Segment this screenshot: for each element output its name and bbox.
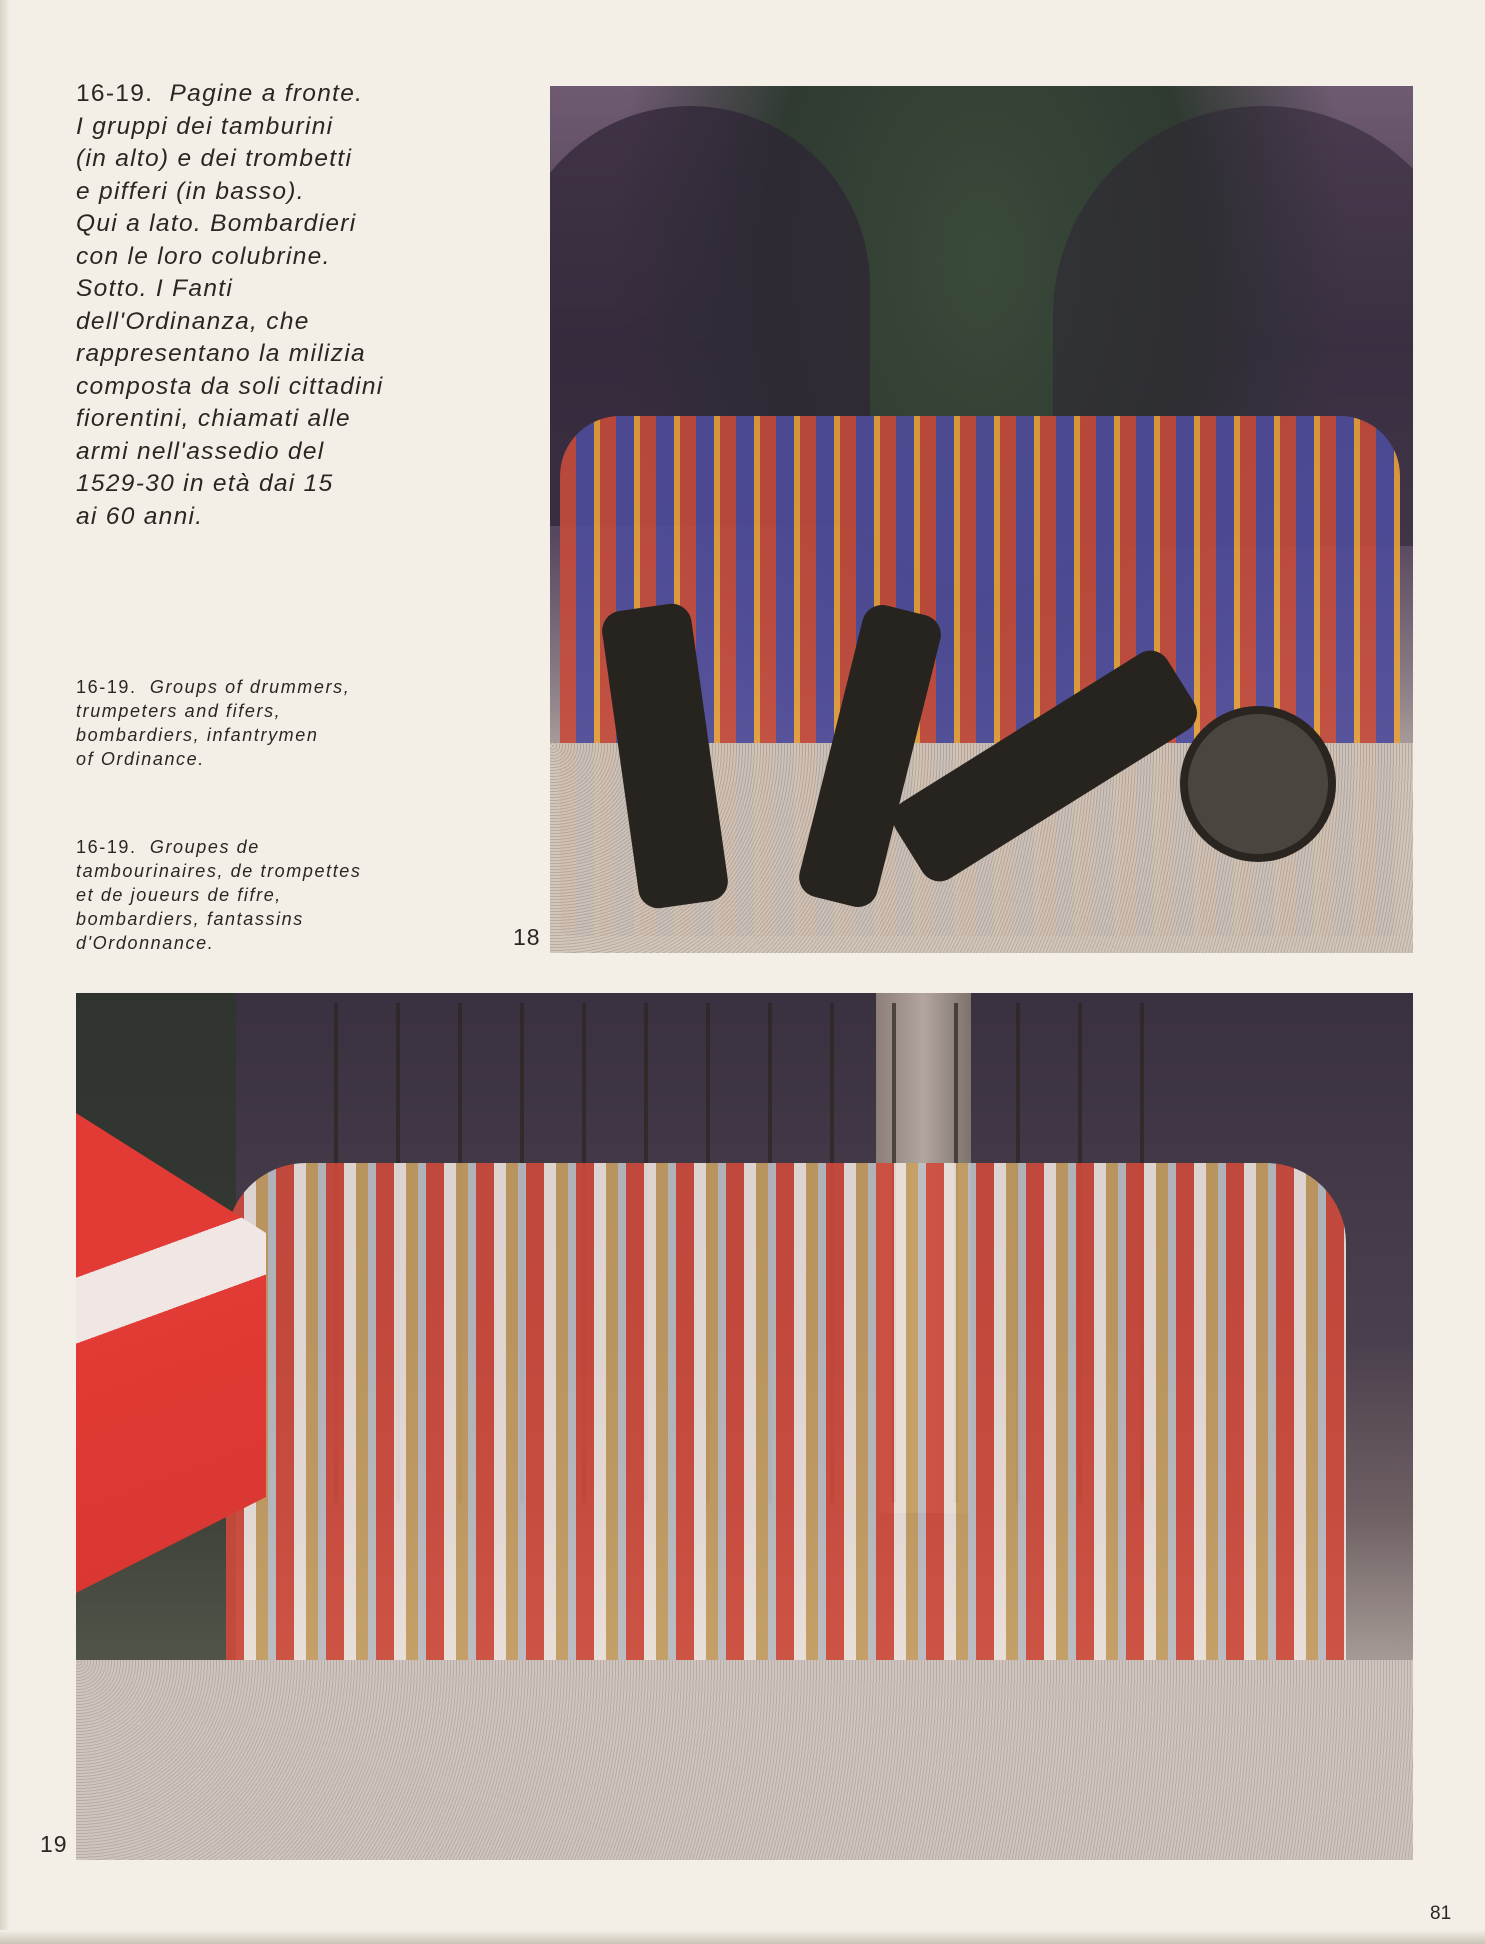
caption-line: (in alto) e dei trombetti: [76, 145, 353, 172]
caption-line: tambourinaires, de trompettes: [76, 861, 362, 881]
figure-number-18: 18: [513, 924, 541, 950]
caption-number: 16-19.: [76, 80, 154, 107]
caption-line: I gruppi dei tamburini: [76, 112, 334, 140]
photo-cannon-wheel: [1180, 706, 1336, 862]
caption-line: bombardiers, fantassins: [76, 909, 304, 929]
caption-line: 16-19. Groups of drummers,: [76, 677, 351, 697]
caption-line: 1529-30 in età dai 15: [76, 470, 334, 497]
figure-number-19: 19: [40, 1831, 68, 1857]
caption-line: fiorentini, chiamati alle: [76, 405, 351, 432]
caption-line: bombardiers, infantrymen: [76, 725, 319, 745]
caption-line: d'Ordonnance.: [76, 933, 215, 953]
caption-line: dell'Ordinanza, che: [76, 307, 310, 335]
page-number: 81: [1430, 1903, 1452, 1924]
caption-line: 16-19. Pagine a fronte.: [76, 80, 364, 107]
caption-line: ai 60 anni.: [76, 502, 204, 530]
caption-line: of Ordinance.: [76, 749, 205, 769]
caption-line: rappresentano la milizia: [76, 340, 366, 367]
english-caption: [76, 675, 436, 771]
caption-line: 16-19. Groupes de: [76, 837, 260, 857]
photo-bombardiers: [550, 86, 1413, 953]
photo-ground: [76, 1660, 1413, 1860]
photo-soldier-ranks: [226, 1163, 1346, 1723]
caption-line: con le loro colubrine.: [76, 242, 331, 270]
caption-line: Sotto. I Fanti: [76, 275, 234, 302]
caption-line: composta da soli cittadini: [76, 372, 384, 400]
page-bottom-edge: [0, 1930, 1485, 1944]
caption-line: et de joueurs de fifre,: [76, 885, 282, 905]
caption-line: armi nell'assedio del: [76, 437, 325, 465]
page-binding-edge: [0, 0, 10, 1944]
italian-caption: [76, 78, 456, 533]
caption-line: trumpeters and fifers,: [76, 701, 282, 721]
french-caption: [76, 835, 436, 955]
caption-line: Qui a lato. Bombardieri: [76, 210, 357, 237]
caption-number: 16-19.: [76, 677, 137, 697]
photo-infantrymen: [76, 993, 1413, 1860]
caption-number: 16-19.: [76, 837, 137, 857]
caption-line: e pifferi (in basso).: [76, 177, 305, 205]
